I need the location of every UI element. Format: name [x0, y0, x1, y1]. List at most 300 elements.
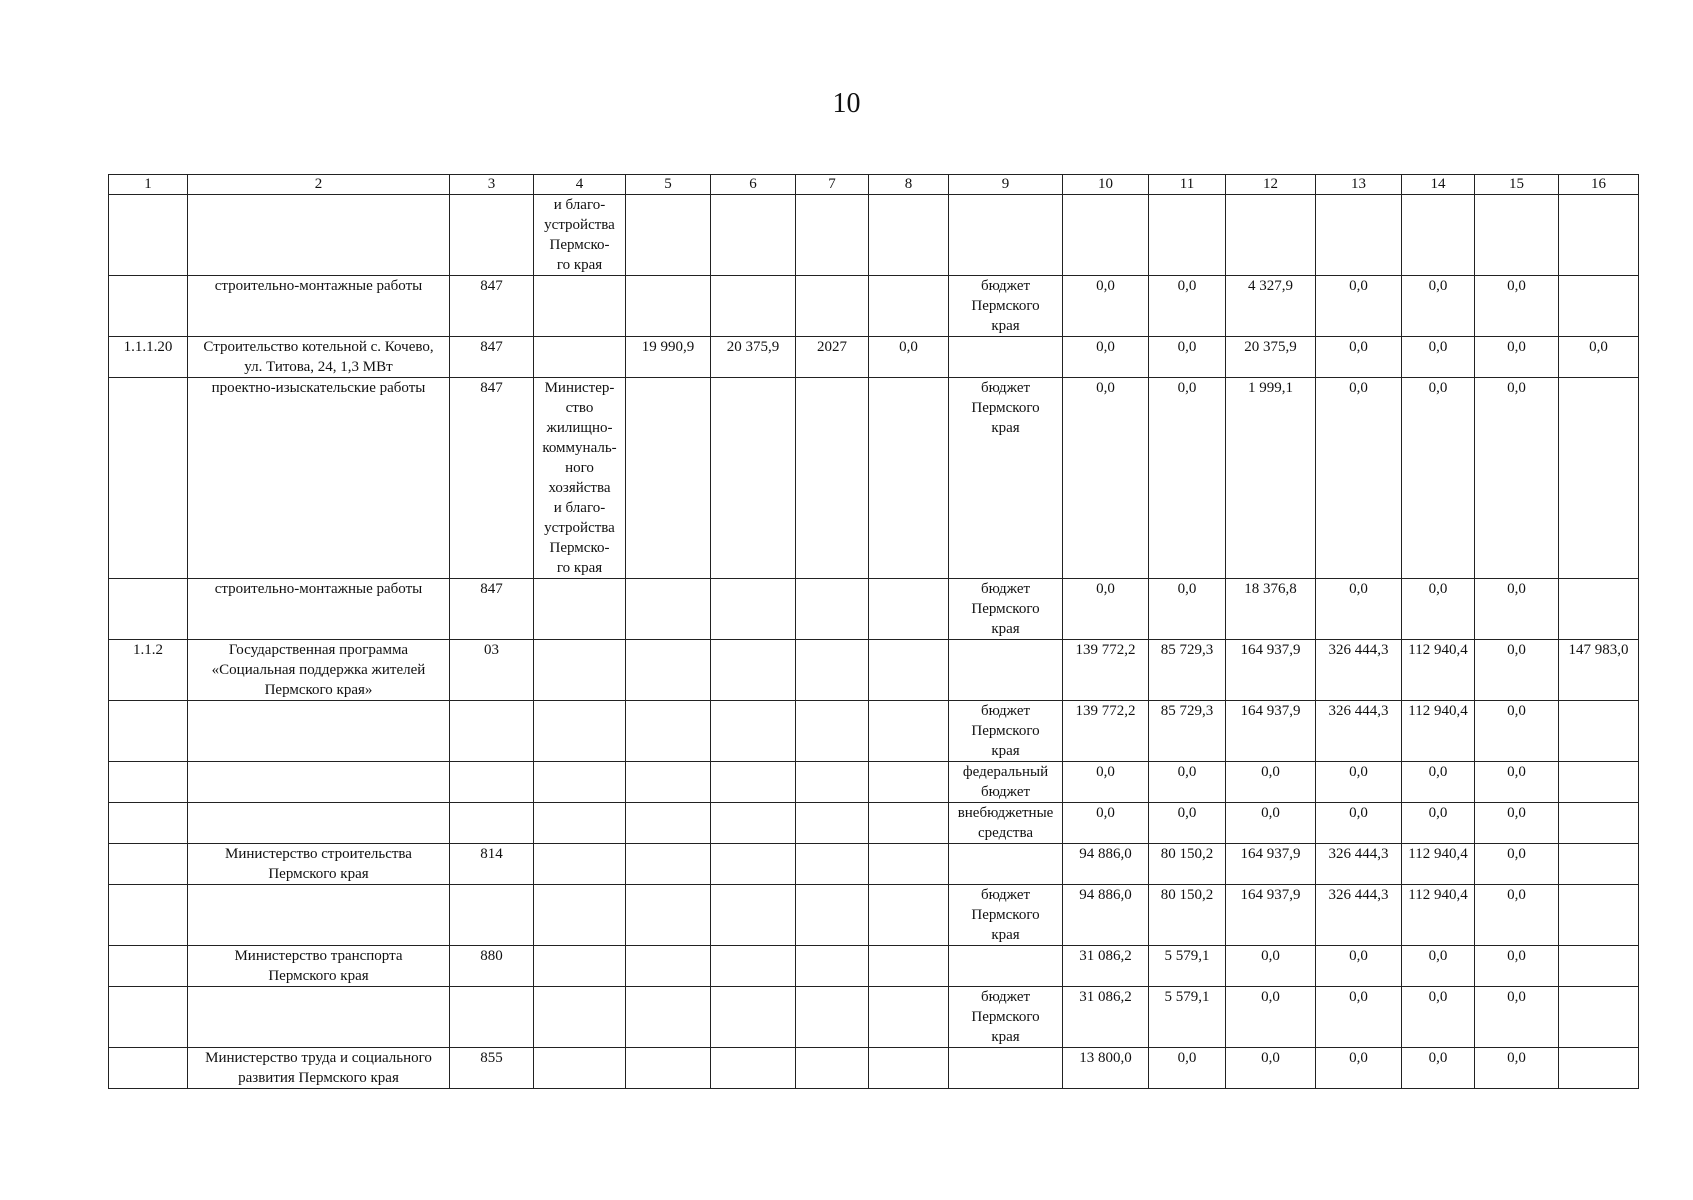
table-cell-col-12 [1226, 803, 1316, 844]
cell-text: 847 [480, 380, 503, 396]
cell-text: 164 937,9 [1240, 887, 1301, 903]
cell-text: 147 983,0 [1568, 642, 1629, 658]
table-cell-col-13 [1316, 885, 1402, 946]
cell-text: 19 990,9 [641, 339, 695, 355]
table-cell-col-13 [1316, 1048, 1402, 1089]
table-cell-col-10 [1063, 579, 1149, 640]
cell-text: 0,0 [1428, 581, 1448, 597]
table-cell-col-11 [1149, 337, 1226, 378]
table-cell-col-9 [949, 276, 1063, 337]
table-cell-col-13 [1316, 803, 1402, 844]
table-cell-col-16 [1559, 987, 1639, 1048]
table-cell-col-15 [1475, 885, 1559, 946]
table-cell-col-3 [450, 378, 534, 579]
table-cell-col-4 [534, 579, 626, 640]
cell-text: 80 150,2 [1160, 846, 1214, 862]
cell-text: бюджет Пермского края [971, 887, 1040, 943]
cell-text: Министерство строительства Пермского края [225, 846, 412, 882]
table-cell-col-2 [188, 378, 450, 579]
table-cell-col-11 [1149, 640, 1226, 701]
cell-text: 80 150,2 [1160, 887, 1214, 903]
table-cell-col-5 [626, 378, 711, 579]
budget-table [108, 174, 1639, 1089]
table-cell-col-12 [1226, 195, 1316, 276]
table-cell-col-15 [1475, 579, 1559, 640]
table-cell-col-10 [1063, 885, 1149, 946]
table-cell-col-7 [796, 378, 869, 579]
table-cell-col-7 [796, 276, 869, 337]
table-cell-col-14 [1402, 701, 1475, 762]
table-cell-col-8 [869, 640, 949, 701]
cell-text: 0,0 [1428, 764, 1448, 780]
table-cell-col-12 [1226, 701, 1316, 762]
column-number-12: 12 [1226, 175, 1316, 195]
table-cell-col-13 [1316, 844, 1402, 885]
table-cell-col-8 [869, 946, 949, 987]
table-cell-col-10 [1063, 640, 1149, 701]
cell-text: 847 [480, 339, 503, 355]
cell-text: Строительство котельной с. Кочево, ул. Титова, 24, 1,3 МВт [203, 339, 434, 375]
table-cell-col-14 [1402, 337, 1475, 378]
column-number-11: 11 [1149, 175, 1226, 195]
cell-text: бюджет Пермского края [971, 380, 1040, 436]
table-cell-col-4 [534, 337, 626, 378]
table-cell-col-12 [1226, 276, 1316, 337]
table-cell-col-4 [534, 885, 626, 946]
cell-text: 326 444,3 [1328, 642, 1389, 658]
table-cell-col-9 [949, 946, 1063, 987]
table-cell-col-6 [711, 640, 796, 701]
table-row [109, 946, 1639, 987]
table-cell-col-14 [1402, 803, 1475, 844]
table-cell-col-14 [1402, 276, 1475, 337]
table-cell-col-1 [109, 844, 188, 885]
table-cell-col-16 [1559, 276, 1639, 337]
cell-text: строительно-монтажные работы [214, 581, 423, 597]
table-cell-col-11 [1149, 987, 1226, 1048]
cell-text: 0,0 [1428, 380, 1448, 396]
table-cell-col-14 [1402, 378, 1475, 579]
table-cell-col-1 [109, 885, 188, 946]
table-cell-col-13 [1316, 276, 1402, 337]
table-cell-col-14 [1402, 987, 1475, 1048]
cell-text: и благо- устройства Пермско- го края [544, 197, 615, 273]
table-cell-col-3 [450, 337, 534, 378]
table-cell-col-8 [869, 195, 949, 276]
cell-text: 0,0 [1261, 1050, 1280, 1066]
cell-text: 13 800,0 [1079, 1050, 1132, 1066]
cell-text: 0,0 [1261, 764, 1280, 780]
cell-text: 0,0 [899, 339, 918, 355]
cell-text: 0,0 [1096, 339, 1115, 355]
cell-text: 0,0 [1507, 581, 1526, 597]
table-cell-col-2 [188, 946, 450, 987]
table-cell-col-5 [626, 276, 711, 337]
cell-text: 164 937,9 [1240, 703, 1301, 719]
table-cell-col-2 [188, 337, 450, 378]
table-cell-col-4 [534, 803, 626, 844]
cell-text: 0,0 [1261, 805, 1280, 821]
table-cell-col-16 [1559, 378, 1639, 579]
table-row [109, 276, 1639, 337]
table-cell-col-4 [534, 640, 626, 701]
table-cell-col-10 [1063, 195, 1149, 276]
table-cell-col-1 [109, 946, 188, 987]
cell-text: 0,0 [1428, 805, 1448, 821]
table-cell-col-8 [869, 701, 949, 762]
cell-text: 0,0 [1096, 805, 1115, 821]
table-cell-col-15 [1475, 276, 1559, 337]
table-cell-col-1 [109, 378, 188, 579]
table-cell-col-16 [1559, 885, 1639, 946]
cell-text: 0,0 [1096, 764, 1115, 780]
table-cell-col-4 [534, 1048, 626, 1089]
table-cell-col-9 [949, 701, 1063, 762]
table-cell-col-9 [949, 1048, 1063, 1089]
cell-text: 847 [480, 581, 503, 597]
table-cell-col-7 [796, 579, 869, 640]
table-cell-col-12 [1226, 885, 1316, 946]
table-cell-col-6 [711, 762, 796, 803]
table-cell-col-3 [450, 579, 534, 640]
table-row [109, 378, 1639, 579]
table-cell-col-13 [1316, 195, 1402, 276]
column-number-9: 9 [949, 175, 1063, 195]
table-cell-col-1 [109, 803, 188, 844]
table-cell-col-15 [1475, 844, 1559, 885]
cell-text: федеральный бюджет [962, 764, 1049, 800]
table-cell-col-10 [1063, 946, 1149, 987]
table-cell-col-3 [450, 701, 534, 762]
cell-text: 0,0 [1349, 764, 1368, 780]
table-cell-col-11 [1149, 762, 1226, 803]
table-cell-col-16 [1559, 1048, 1639, 1089]
table-cell-col-9 [949, 803, 1063, 844]
table-cell-col-4 [534, 987, 626, 1048]
cell-text: 855 [480, 1050, 503, 1066]
table-cell-col-14 [1402, 640, 1475, 701]
cell-text: 0,0 [1507, 380, 1526, 396]
table-cell-col-8 [869, 885, 949, 946]
cell-text: 0,0 [1096, 380, 1115, 396]
table-cell-col-6 [711, 844, 796, 885]
table-cell-col-5 [626, 640, 711, 701]
cell-text: 1 999,1 [1248, 380, 1293, 396]
table-cell-col-16 [1559, 762, 1639, 803]
table-cell-col-4 [534, 762, 626, 803]
table-cell-col-4 [534, 378, 626, 579]
table-cell-col-5 [626, 844, 711, 885]
table-row [109, 579, 1639, 640]
cell-text: 0,0 [1428, 278, 1448, 294]
table-cell-col-6 [711, 987, 796, 1048]
table-cell-col-7 [796, 803, 869, 844]
cell-text: 0,0 [1507, 1050, 1526, 1066]
column-number-1: 1 [109, 175, 188, 195]
table-cell-col-12 [1226, 987, 1316, 1048]
table-cell-col-2 [188, 701, 450, 762]
table-cell-col-3 [450, 1048, 534, 1089]
table-cell-col-15 [1475, 337, 1559, 378]
table-cell-col-12 [1226, 579, 1316, 640]
table-cell-col-12 [1226, 844, 1316, 885]
table-header-row [109, 175, 1639, 195]
table-cell-col-8 [869, 1048, 949, 1089]
cell-text: 0,0 [1507, 278, 1526, 294]
table-cell-col-5 [626, 337, 711, 378]
cell-text: 0,0 [1507, 339, 1526, 355]
cell-text: 139 772,2 [1075, 642, 1136, 658]
table-cell-col-13 [1316, 987, 1402, 1048]
cell-text: 0,0 [1507, 887, 1526, 903]
table-cell-col-13 [1316, 378, 1402, 579]
table-row [109, 844, 1639, 885]
table-cell-col-14 [1402, 885, 1475, 946]
table-cell-col-1 [109, 701, 188, 762]
cell-text: 1.1.1.20 [123, 339, 173, 355]
table-cell-col-16 [1559, 844, 1639, 885]
cell-text: 0,0 [1177, 805, 1197, 821]
table-cell-col-9 [949, 640, 1063, 701]
cell-text: 0,0 [1177, 278, 1197, 294]
table-cell-col-1 [109, 987, 188, 1048]
table-cell-col-14 [1402, 579, 1475, 640]
cell-text: 03 [484, 642, 499, 658]
table-cell-col-3 [450, 640, 534, 701]
cell-text: 4 327,9 [1248, 278, 1293, 294]
table-cell-col-4 [534, 946, 626, 987]
cell-text: 0,0 [1261, 989, 1280, 1005]
table-cell-col-7 [796, 987, 869, 1048]
table-cell-col-6 [711, 946, 796, 987]
table-cell-col-10 [1063, 844, 1149, 885]
table-cell-col-8 [869, 276, 949, 337]
column-number-6: 6 [711, 175, 796, 195]
cell-text: 0,0 [1349, 380, 1368, 396]
cell-text: 112 940,4 [1408, 887, 1468, 903]
cell-text: 0,0 [1349, 278, 1368, 294]
table-cell-col-7 [796, 946, 869, 987]
cell-text: 0,0 [1428, 989, 1448, 1005]
cell-text: 880 [480, 948, 503, 964]
table-cell-col-15 [1475, 701, 1559, 762]
column-number-13: 13 [1316, 175, 1402, 195]
table-cell-col-9 [949, 844, 1063, 885]
table-cell-col-6 [711, 803, 796, 844]
cell-text: 0,0 [1177, 339, 1197, 355]
table-cell-col-15 [1475, 803, 1559, 844]
table-cell-col-11 [1149, 803, 1226, 844]
column-number-2: 2 [188, 175, 450, 195]
table-cell-col-14 [1402, 1048, 1475, 1089]
table-cell-col-2 [188, 640, 450, 701]
cell-text: 5 579,1 [1164, 989, 1210, 1005]
cell-text: бюджет Пермского края [971, 989, 1040, 1045]
table-cell-col-12 [1226, 378, 1316, 579]
table-row [109, 640, 1639, 701]
table-cell-col-10 [1063, 276, 1149, 337]
table-cell-col-9 [949, 579, 1063, 640]
table-cell-col-7 [796, 762, 869, 803]
table-cell-col-2 [188, 762, 450, 803]
table-cell-col-11 [1149, 579, 1226, 640]
cell-text: 0,0 [1349, 339, 1368, 355]
table-cell-col-1 [109, 640, 188, 701]
column-number-16: 16 [1559, 175, 1639, 195]
table-row [109, 1048, 1639, 1089]
table-cell-col-6 [711, 1048, 796, 1089]
table-cell-col-3 [450, 762, 534, 803]
table-cell-col-5 [626, 579, 711, 640]
table-cell-col-9 [949, 378, 1063, 579]
cell-text: 0,0 [1507, 805, 1526, 821]
table-cell-col-13 [1316, 701, 1402, 762]
table-cell-col-13 [1316, 579, 1402, 640]
cell-text: 0,0 [1096, 278, 1115, 294]
table-cell-col-6 [711, 378, 796, 579]
table-cell-col-8 [869, 378, 949, 579]
table-cell-col-6 [711, 701, 796, 762]
cell-text: 85 729,3 [1160, 703, 1214, 719]
cell-text: 20 375,9 [726, 339, 780, 355]
cell-text: 0,0 [1177, 764, 1197, 780]
table-cell-col-3 [450, 987, 534, 1048]
column-number-4: 4 [534, 175, 626, 195]
cell-text: 2027 [817, 339, 847, 355]
cell-text: 0,0 [1507, 846, 1526, 862]
table-cell-col-16 [1559, 946, 1639, 987]
table-cell-col-9 [949, 762, 1063, 803]
table-row [109, 195, 1639, 276]
cell-text: 31 086,2 [1079, 989, 1132, 1005]
table-cell-col-11 [1149, 701, 1226, 762]
table-cell-col-8 [869, 844, 949, 885]
table-cell-col-5 [626, 1048, 711, 1089]
cell-text: 0,0 [1349, 581, 1368, 597]
table-cell-col-15 [1475, 640, 1559, 701]
cell-text: 164 937,9 [1240, 846, 1301, 862]
table-cell-col-4 [534, 844, 626, 885]
table-cell-col-16 [1559, 195, 1639, 276]
cell-text: 0,0 [1349, 989, 1368, 1005]
cell-text: 85 729,3 [1160, 642, 1214, 658]
table-cell-col-11 [1149, 378, 1226, 579]
cell-text: 0,0 [1177, 380, 1197, 396]
table-cell-col-9 [949, 195, 1063, 276]
table-cell-col-3 [450, 276, 534, 337]
table-cell-col-2 [188, 195, 450, 276]
table-cell-col-11 [1149, 946, 1226, 987]
table-row [109, 762, 1639, 803]
cell-text: 326 444,3 [1328, 703, 1389, 719]
cell-text: 20 375,9 [1244, 339, 1297, 355]
table-cell-col-15 [1475, 946, 1559, 987]
cell-text: бюджет Пермского края [971, 278, 1040, 334]
table-cell-col-2 [188, 885, 450, 946]
table-cell-col-1 [109, 762, 188, 803]
table-cell-col-10 [1063, 987, 1149, 1048]
table-cell-col-12 [1226, 762, 1316, 803]
cell-text: 112 940,4 [1408, 642, 1468, 658]
table-cell-col-2 [188, 276, 450, 337]
table-cell-col-10 [1063, 337, 1149, 378]
table-cell-col-10 [1063, 762, 1149, 803]
table-cell-col-8 [869, 762, 949, 803]
cell-text: Министер- ство жилищно- коммуналь- ного хозяйства и благо- устройства Пермско- го края [542, 380, 617, 576]
table-cell-col-2 [188, 844, 450, 885]
cell-text: 814 [480, 846, 503, 862]
table-cell-col-7 [796, 701, 869, 762]
cell-text: 847 [480, 278, 503, 294]
cell-text: 0,0 [1349, 948, 1368, 964]
table-cell-col-3 [450, 195, 534, 276]
cell-text: 139 772,2 [1075, 703, 1136, 719]
table-cell-col-13 [1316, 640, 1402, 701]
table-cell-col-8 [869, 579, 949, 640]
table-cell-col-3 [450, 844, 534, 885]
table-cell-col-9 [949, 987, 1063, 1048]
table-cell-col-4 [534, 701, 626, 762]
table-cell-col-13 [1316, 337, 1402, 378]
table-cell-col-3 [450, 803, 534, 844]
cell-text: 0,0 [1428, 339, 1448, 355]
cell-text: 0,0 [1507, 642, 1526, 658]
table-cell-col-2 [188, 987, 450, 1048]
table-cell-col-15 [1475, 762, 1559, 803]
cell-text: 94 886,0 [1079, 846, 1132, 862]
table-row [109, 885, 1639, 946]
table-cell-col-11 [1149, 885, 1226, 946]
table-cell-col-7 [796, 1048, 869, 1089]
column-number-7: 7 [796, 175, 869, 195]
cell-text: 0,0 [1507, 989, 1526, 1005]
cell-text: проектно-изыскательские работы [211, 380, 426, 396]
table-row [109, 987, 1639, 1048]
table-cell-col-1 [109, 579, 188, 640]
table-cell-col-14 [1402, 195, 1475, 276]
table-row [109, 701, 1639, 762]
table-cell-col-9 [949, 337, 1063, 378]
cell-text: 0,0 [1428, 1050, 1448, 1066]
cell-text: внебюджетные средства [957, 805, 1054, 841]
cell-text: Государственная программа «Социальная поддержка жителей Пермского края» [211, 642, 426, 698]
cell-text: 112 940,4 [1408, 703, 1468, 719]
table-cell-col-7 [796, 195, 869, 276]
cell-text: Министерство труда и социального развития Пермского края [205, 1050, 432, 1086]
page-number: 10 [832, 88, 861, 119]
column-number-14: 14 [1402, 175, 1475, 195]
table-cell-col-6 [711, 195, 796, 276]
cell-text: 0,0 [1177, 581, 1197, 597]
table-cell-col-1 [109, 337, 188, 378]
table-cell-col-7 [796, 640, 869, 701]
cell-text: 18 376,8 [1244, 581, 1297, 597]
cell-text: 0,0 [1349, 1050, 1368, 1066]
column-number-8: 8 [869, 175, 949, 195]
table-cell-col-15 [1475, 1048, 1559, 1089]
table-cell-col-5 [626, 987, 711, 1048]
table-cell-col-2 [188, 1048, 450, 1089]
table-cell-col-7 [796, 844, 869, 885]
table-cell-col-3 [450, 946, 534, 987]
table-cell-col-16 [1559, 701, 1639, 762]
table-cell-col-6 [711, 276, 796, 337]
table-cell-col-3 [450, 885, 534, 946]
table-cell-col-9 [949, 885, 1063, 946]
table-cell-col-16 [1559, 337, 1639, 378]
table-cell-col-11 [1149, 195, 1226, 276]
table-cell-col-6 [711, 885, 796, 946]
